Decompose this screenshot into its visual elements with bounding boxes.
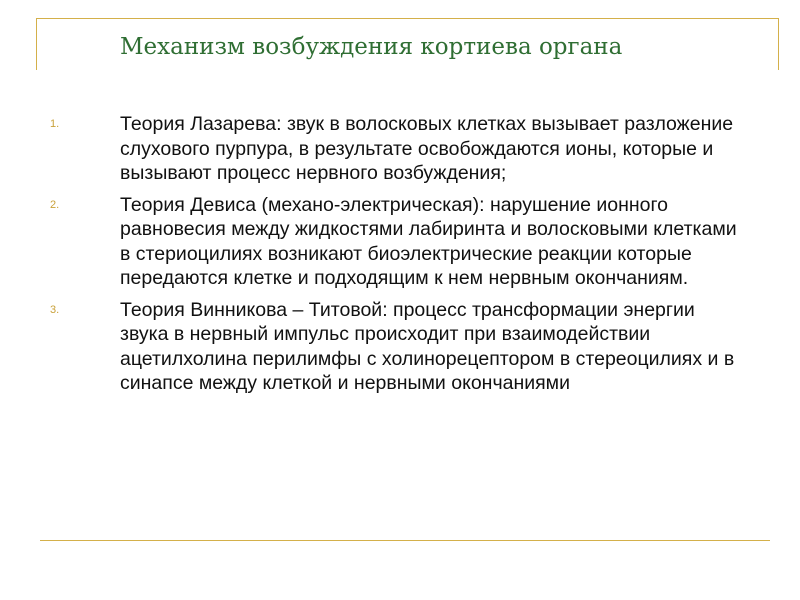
- top-rule: [36, 18, 779, 19]
- list-item-3: [50, 298, 740, 396]
- list-item-2: [50, 193, 740, 291]
- left-rule: [36, 18, 37, 70]
- list-number: 2.: [50, 198, 60, 211]
- bottom-rule: [40, 540, 770, 541]
- list-item-text: Теория Винникова – Титовой: процесс трансформации энергии звука в нервный импульс происходит при взаимодействии ацетилхолина перилимфы с холинорецептором в стереоцилиях и в синапсе между клеткой и нервными окончаниями: [120, 298, 735, 394]
- list-number: 1.: [50, 118, 60, 130]
- list-item-text: Теория Лазарева: звук в волосковых клетках вызывает разложение слухового пурпура, в результате освобождаются ионы, которые и вызывают процесс нервного возбуждения;: [120, 113, 734, 184]
- list-item-1: [50, 112, 740, 186]
- slide-title: Механизм возбуждения кортиева органа: [120, 34, 623, 60]
- list-item-text: Теория Девиса (механо-электрическая): нарушение ионного равновесия между жидкостями лабиринта и волосковыми клетками в стериоцилиях возникают биоэлектрические реакции которые передаются клетке и подходящим к нем нервным окончаниям.: [120, 193, 737, 289]
- theory-list: [50, 112, 740, 403]
- list-number: 3.: [50, 303, 60, 316]
- right-rule: [778, 18, 779, 70]
